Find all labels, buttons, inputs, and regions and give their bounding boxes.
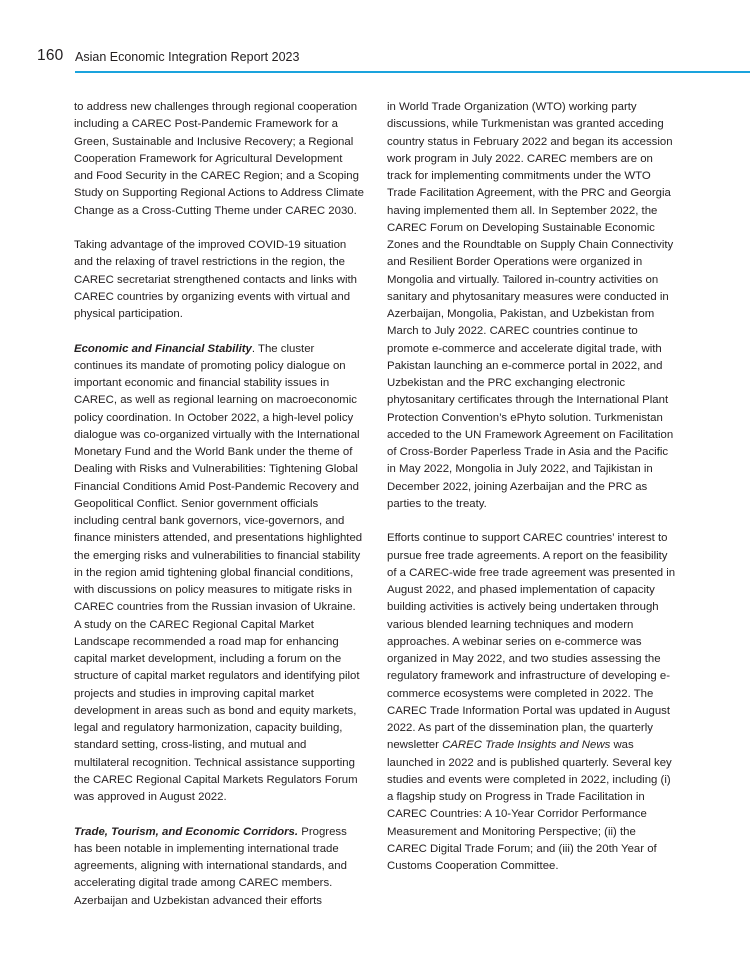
page-header	[0, 0, 750, 74]
right-column	[387, 99, 677, 893]
section-heading-trade-tourism-corridors: Trade, Tourism, and Economic Corridors.	[74, 825, 299, 838]
running-title: Asian Economic Integration Report 2023	[75, 50, 300, 64]
newsletter-title: CAREC Trade Insights and News	[442, 739, 611, 752]
heading-punctuation: .	[251, 342, 256, 355]
section-heading-economic-financial-stability: Economic and Financial Stability	[74, 342, 252, 355]
left-column	[74, 99, 364, 927]
header-rule	[75, 71, 750, 73]
trade-tourism-corridors-body: Progress has been notable in implementing international trade agreements, aligning with international standards, and accelerating digital trade among CAREC members. Azerbaijan and Uzbekistan advanced their efforts	[74, 825, 347, 907]
paragraph-intro-continuation: to address new challenges through regional cooperation including a CAREC Post-Pandemic Framework for a Green, Sustainable and Inclusive Recovery; a Regional Cooperation Framework for Agricultural Development and Food Security in the CAREC Region; and a Scoping Study on Supporting Regional Actions to Address Climate Change as a Cross-Cutting Theme under CAREC 2030.	[74, 101, 364, 217]
fta-body-after: was launched in 2022 and is published quarterly. Several key studies and events were completed in 2022, including (i) a flagship study on Progress in Trade Facilitation in CAREC Countries: A 10-Year Corridor Performance Measurement and Monitoring Perspective; (ii) the CAREC Digital Trade Forum; and (iii) the 20th Year of Customs Cooperation Committee.	[387, 739, 672, 872]
fta-body-before: Efforts continue to support CAREC countries’ interest to pursue free trade agreements. A report on the feasibility of a CAREC-wide free trade agreement was presented in August 2022, and phased implementation of capacity building activities is actively being undertaken through various blended learning techniques and modern approaches. A webinar series on e-commerce was organized in May 2022, and two studies assessing the regulatory framework and infrastructure of developing e-commerce ecosystems were completed in 2022. The CAREC Trade Information Portal was updated in August 2022. As part of the dissemination plan, the quarterly newsletter	[387, 532, 676, 752]
paragraph-wto-progress: in World Trade Organization (WTO) working party discussions, while Turkmenistan was granted acceding country status in February 2022 and began its accession work program in July 2022. CAREC members are on track for implementing commitments under the WTO Trade Facilitation Agreement, with the PRC and Georgia having implemented them all. In September 2022, the CAREC Forum on Developing Sustainable Economic Zones and the Roundtable on Supply Chain Connectivity and Resilient Border Operations were organized in Mongolia and virtually. Tailored in-country activities on sanitary and phytosanitary measures were conducted in Azerbaijan, Mongolia, Pakistan, and Uzbekistan from March to July 2022. CAREC countries continue to promote e-commerce and accelerate digital trade, with Pakistan launching an e-commerce portal in 2022, and Uzbekistan and the PRC exchanging electronic phytosanitary certificates through the International Plant Protection Convention’s ePhyto solution. Turkmenistan acceded to the UN Framework Agreement on Facilitation of Cross-Border Paperless Trade in Asia and the Pacific in May 2022, Mongolia in July 2022, and Tajikistan in December 2022, joining Azerbaijan and the PRC as parties to the treaty.	[387, 101, 674, 510]
economic-financial-stability-body: The cluster continues its mandate of promoting policy dialogue on important economic and financial stability issues in CAREC, as well as regional learning on macroeconomic policy coordination. In October 2022, a high-level policy dialogue was co-organized virtually with the International Monetary Fund and the World Bank under the theme of Dealing with Risks and Vulnerabilities: Tightening Global Financial Conditions Amid Post-Pandemic Recovery and Geopolitical Conflict. Senior government officials including central bank governors, vice-governors, and finance ministers attended, and presentations highlighted the emerging risks and vulnerabilities to financial stability in the region amid tightening global financial conditions, with discussions on policy measures to mitigate risks in CAREC countries from the Russian invasion of Ukraine. A study on the CAREC Regional Capital Market Landscape recommended a road map for enhancing capital market development, including a forum on the structure of capital market regulators and identifying pilot projects and studies in improving capital market development in areas such as bond and equity markets, legal and regulatory harmonization, capacity building, standard setting, cross-listing, and mutual and multilateral recognition. Technical assistance supporting the CAREC Regional Capital Markets Regulators Forum was approved in August 2022.	[74, 342, 363, 803]
page-number: 160	[37, 47, 64, 64]
paragraph-free-trade-agreements	[387, 530, 677, 875]
paragraph-economic-financial-stability	[74, 341, 364, 807]
paragraph-covid-situation: Taking advantage of the improved COVID-19 situation and the relaxing of travel restrictions in the region, the CAREC secretariat strengthened contacts and links with CAREC countries by organizing events with virtual and physical participation.	[74, 239, 358, 320]
paragraph-trade-tourism-corridors	[74, 824, 364, 910]
